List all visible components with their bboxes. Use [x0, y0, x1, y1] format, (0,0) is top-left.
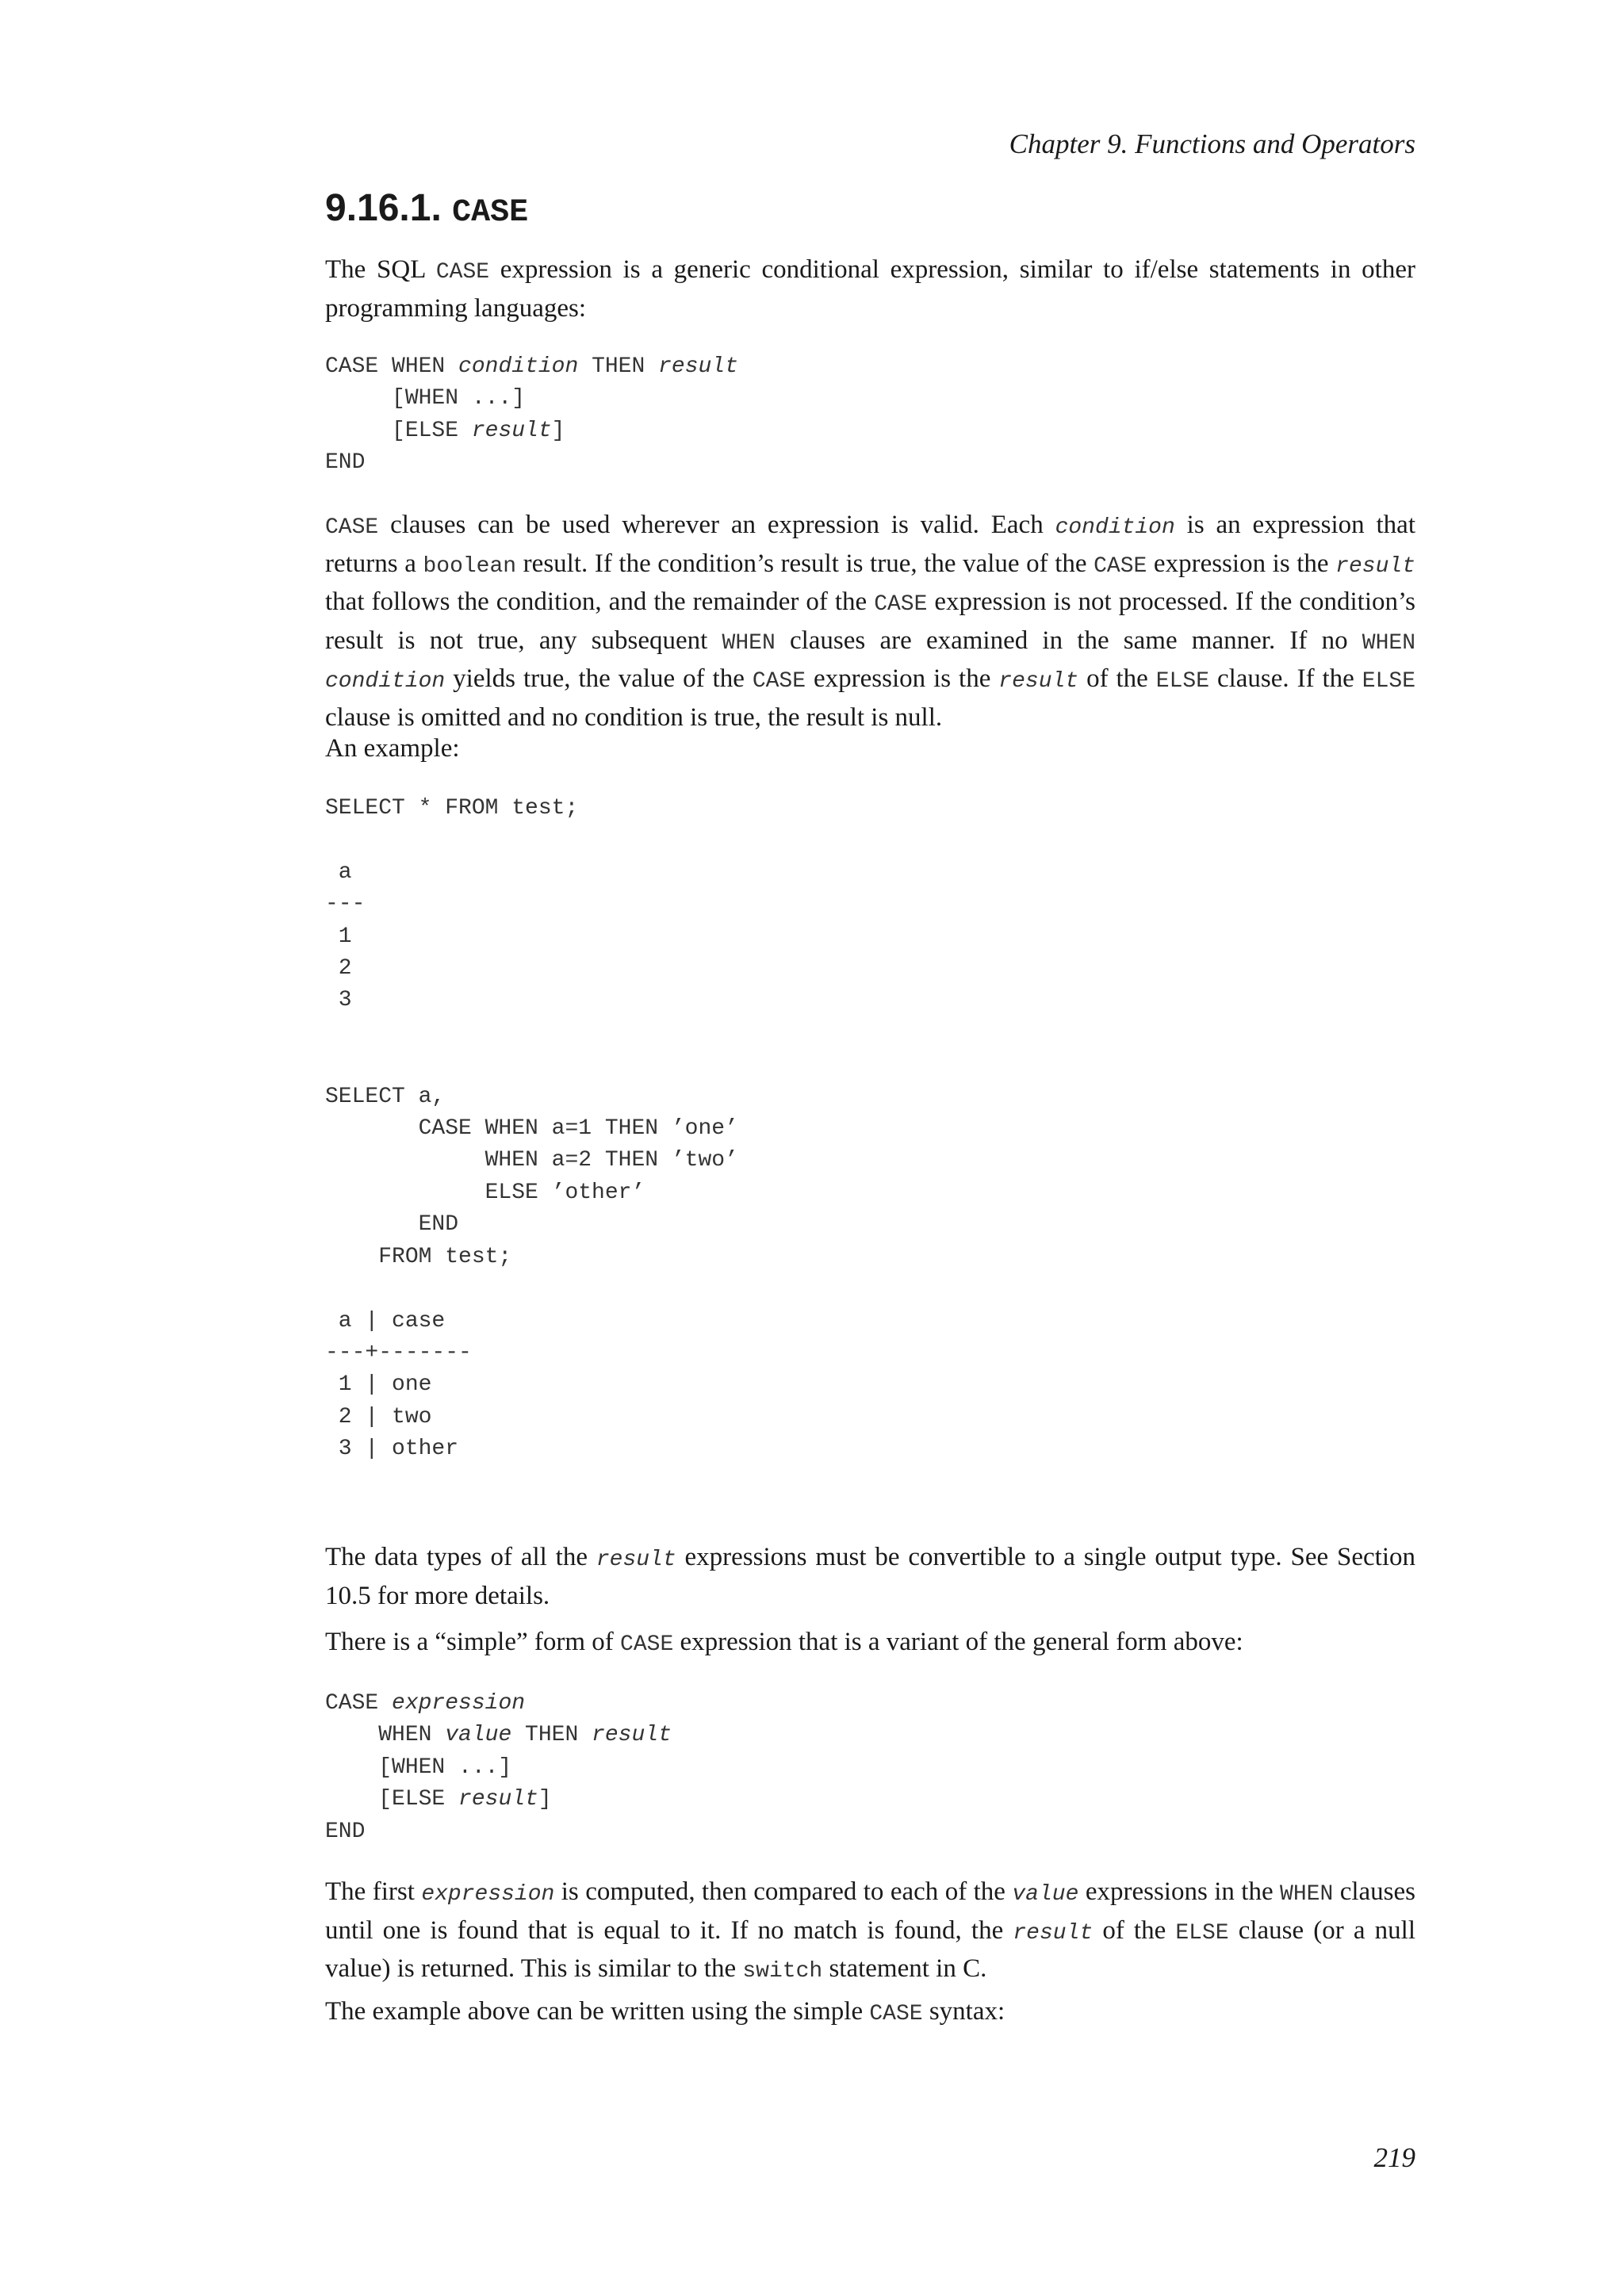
text-run: The SQL	[325, 255, 436, 284]
code-term-italic: result	[1335, 553, 1415, 579]
paragraph-rewrite-intro	[325, 1994, 1415, 2033]
code-block-example: SELECT * FROM test; a --- 1 2 3 SELECT a, CASE WHEN a=1 THEN ’one’ WHEN a=2 THEN ’two’ ELSE ’other’ END FROM test; a | case ---+------- 1 | one 2 | two 3 | other	[325, 796, 738, 1462]
code-term-italic: expression	[421, 1882, 555, 1907]
code-term: CASE	[869, 2002, 923, 2026]
text-run: expression that is a variant of the general form above:	[673, 1628, 1243, 1656]
code-term-italic: condition	[325, 669, 446, 694]
text-run: The example above can be written using the simple	[325, 1997, 870, 2026]
code-term-italic: result	[1013, 1920, 1094, 1946]
page-number: 219	[1373, 2142, 1415, 2173]
text-run: expression is the	[806, 664, 999, 693]
code-term-italic: condition	[1055, 515, 1175, 540]
text-run: clause is omitted and no condition is true, the result is null.	[325, 702, 943, 732]
section-number: 9.16.1.	[325, 187, 442, 229]
text-run: of the	[1093, 1915, 1176, 1945]
text-run: expression is the	[1147, 549, 1336, 578]
code-block-syntax: CASE WHEN condition THEN result [WHEN ...] [ELSE result] END	[325, 354, 738, 476]
code-term: CASE	[620, 1632, 674, 1657]
text-run: of the	[1078, 664, 1156, 693]
text-run: is computed, then compared to each of the	[554, 1877, 1013, 1906]
code-term: ELSE	[1155, 669, 1209, 694]
code-term: switch	[742, 1959, 823, 1984]
paragraph-intro	[325, 252, 1415, 326]
paragraph-simple-description	[325, 1874, 1415, 1990]
text-run: result. If the condition’s result is true, the value of the	[516, 549, 1094, 578]
text-run: clause (or a null value) is returned. This is similar to the	[325, 1915, 1415, 1983]
section-title: CASE	[452, 195, 529, 231]
code-term: boolean	[423, 553, 517, 579]
text-run: is an expression that returns a	[325, 511, 1415, 578]
text-run: clauses can be used wherever an expression is valid. Each	[378, 511, 1055, 539]
text-run: expression is a generic conditional expression, similar to if/else statements in other programming languages:	[325, 255, 1415, 323]
paragraph-data-types	[325, 1540, 1415, 1613]
text-run: expressions must be convertible to a single output type. See Section 10.5 for more details.	[325, 1543, 1415, 1610]
code-block-simple-syntax: CASE expression WHEN value THEN result [WHEN ...] [ELSE result] END	[325, 1691, 672, 1844]
code-term: ELSE	[1175, 1920, 1229, 1946]
code-term: WHEN	[1280, 1882, 1334, 1907]
paragraph-simple-form	[325, 1624, 1415, 1663]
code-term-italic: result	[596, 1548, 676, 1572]
text-run: yields true, the value of the	[445, 664, 753, 693]
text-run: The data types of all the	[325, 1543, 596, 1571]
text-run: expression is not processed. If the condition’s result is not true, any subsequent	[325, 587, 1416, 655]
code-term-italic: result	[998, 669, 1079, 694]
text-run: clauses until one is found that is equal to it. If no match is found, the	[325, 1877, 1415, 1945]
code-term: CASE	[874, 592, 928, 617]
code-term: CASE	[435, 260, 490, 285]
text-run: statement in C.	[822, 1954, 987, 1983]
code-term: CASE	[325, 515, 379, 540]
code-term: WHEN	[1362, 630, 1415, 656]
code-term: ELSE	[1362, 669, 1415, 694]
text-run: that follows the condition, and the remainder of the	[325, 587, 875, 616]
text-run: syntax:	[922, 1997, 1005, 2026]
paragraph-example-label: An example:	[325, 734, 460, 763]
text-run: clauses are examined in the same manner. If no	[775, 626, 1362, 655]
text-run: clause. If the	[1209, 664, 1362, 693]
section-heading	[325, 184, 528, 238]
text-run: expressions in the	[1078, 1877, 1281, 1906]
code-term: CASE	[752, 669, 806, 694]
text-run: The first	[325, 1877, 422, 1906]
paragraph-description	[325, 507, 1415, 735]
text-run: There is a “simple” form of	[325, 1628, 621, 1656]
code-term-italic: value	[1012, 1882, 1079, 1907]
running-header: Chapter 9. Functions and Operators	[1009, 128, 1415, 159]
code-term: WHEN	[722, 630, 776, 656]
code-term: CASE	[1094, 553, 1147, 579]
